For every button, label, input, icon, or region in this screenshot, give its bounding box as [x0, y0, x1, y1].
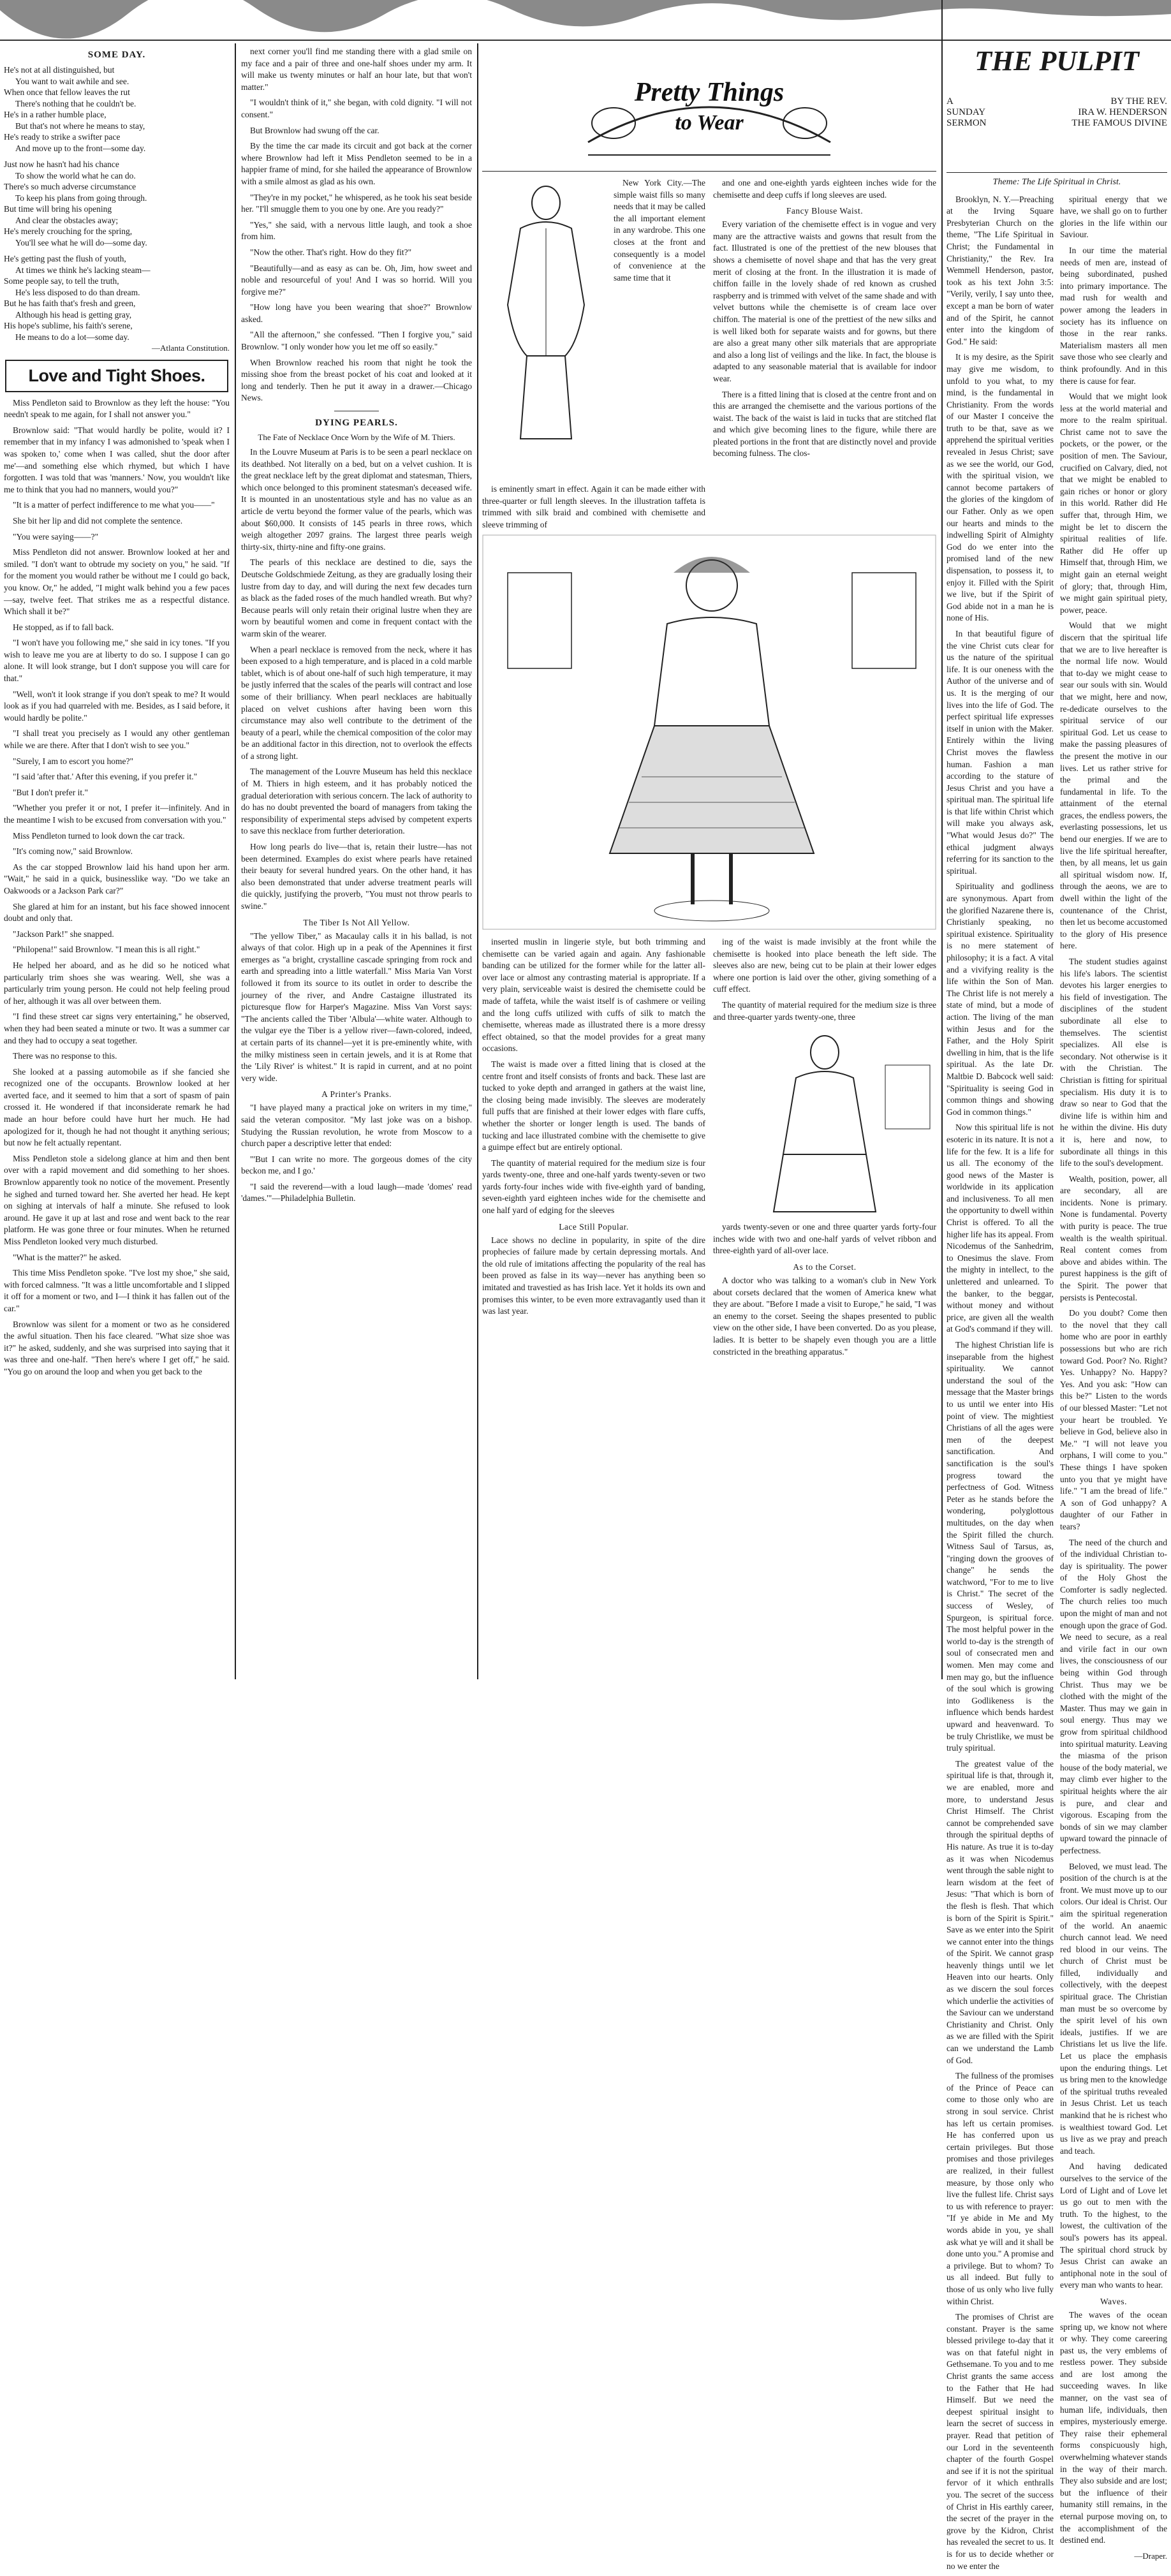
column-3-top	[482, 177, 705, 445]
fashion-intro: New York City.—The simple waist fills so many needs that it may be called the all important element in any wardrobe. This one closes at the front and consequently is a model of convenience at the same time that it	[614, 178, 705, 283]
blouse-paragraph: There is a fitted lining that is closed at the centre front and on this are arranged the chemisette and the various portions of the waist. The back of the waist is laid in tucks that are stitched flat and which give becoming lines to the figure, while there are pleated portions in the front that are distinctly novel and provide becoming fulness. The clos-	[713, 389, 936, 459]
story-paragraph: next corner you'll find me standing there with a glad smile on my face and a pair of three and one-half shoes under my arm. It will make us twenty minutes or half an hour late, but that won't matter."	[241, 47, 472, 92]
sermon-paragraph: In our time the material needs of men are, instead of being subordinated, pushed into primary importance. The mad rush for wealth and power among the leaders in society has its influence on those in the rear ranks. Materialism masters all men save those who see clearly and think profoundly. And in this there is cause for fear.	[1060, 245, 1167, 386]
poem-line: Some people say, to tell the truth,	[4, 276, 119, 286]
pulpit-title: THE PULPIT	[975, 45, 1139, 77]
story-paragraph: Miss Pendleton turned to look down the car track.	[13, 830, 185, 841]
story-paragraph: "I shall treat you precisely as I would any other gentleman while we are there. After that I don't wish to see you."	[4, 728, 230, 751]
sermon-paragraph: Beloved, we must lead. The position of the church is at the front. We must move up to our colors. Our ideal is Christ. Our aim the spiritual regeneration of the world. An anaemic church cannot lead. We need red blood in our veins. The church of Christ must be filled, individually and collectively, with the deepest spiritual grace. The Christian man must be so overcome by the spirit level of his own ideals, justifies. If we are Christians let us live the life. Let us place the emphasis upon the enduring things. Let us bring men to the knowledge of the spiritual truths revealed in Jesus Christ. Let us teach mankind that he is richest who is wealthiest toward God. Let us live as we pray and preach and teach.	[1060, 1861, 1167, 2156]
tiber-title: The Tiber Is Not All Yellow.	[303, 917, 410, 927]
story-paragraph: There was no response to this.	[13, 1051, 117, 1061]
girls-dress-illustration	[482, 534, 936, 930]
sermon-paragraph: Would that we might discern that the spiritual life that we are to live hereafter is the normal life now. Would that to-day we might cease to sear our souls with sin. Would that we might, here and now, re-dedicate ourselves to the spiritual service of our spiritual God. Let us cease to make the passing pleasures of the present the motive in our lives. Let us rather strive for the primal and the fundamental in life. To the attainment of the eternal graces, the endless powers, the everlasting possessions, let us bend our energies. If we are to live the life spiritual hereafter, then, by all means, let us gain all spiritual wisdom now. If, through the aeons, we are to dwell within the light of the countenance of the Christ, then let us become accustomed to the glory of His presence here.	[1060, 621, 1167, 951]
pranks-paragraph: "I have played many a practical joke on writers in my time," said the veteran compositor. "My last joke was on a bishop. Studying the Russian revolution, he wrote from Moscow to a church paper a descriptive letter that ended:	[241, 1103, 472, 1149]
column-1	[4, 46, 230, 1679]
col4-top-paragraph: and one and one-eighth yards eighteen inches wide for the chemisette and deep cuffs if long sleeves are used.	[713, 178, 936, 200]
col4-lower-3: yards twenty-seven or one and three quarter yards forty-four inches wide with two and one-half yards of velvet ribbon and three-eighth yard of all-over lace.	[713, 1222, 936, 1256]
story-paragraph: "All the afternoon," she confessed. "Then I forgive you," said Brownlow. "I only wonder how you let me off so easily."	[241, 330, 472, 352]
waist-paragraph: The quantity of material required for the medium size is four yards twenty-one, three and one-half yards twenty-seven or two yards forty-four inches wide with five-eighth yard of banding, seven-eighth yard eighteen inches wide for the chemisette and one half yard of edging for the sleeves	[482, 1158, 705, 1216]
masthead-ornament	[575, 47, 843, 168]
col4-lower-2: The quantity of material required for the medium size is three and three-quarter yards twenty-one, three	[713, 999, 936, 1022]
lace-article: Lace shows no decline in popularity, in spite of the dire prophecies of failure made by certain depressing mortals. And the old rule of imitations affecting the popularity of the real has been proved as false in its way—never has anything been so imitated and travestied as has Irish lace. Yet it holds its own and promises this winter, to be even more extravagantly used than it was last year.	[482, 1235, 705, 1316]
poem-line: Just now he hasn't had his chance	[4, 159, 119, 169]
sermon-paragraph: In that beautiful figure of the vine Christ cuts clear for us the nature of the spiritual life. It is our oneness with the Author of the universe and of us. It is the merging of our lives into the life of God. The perfect spiritual life expresses itself in union with the Maker. Entirely within the living Christ moves the flawless human. Fashion a man according to the stature of Jesus Christ and you have a spiritual man. The spiritual life is that life within Christ which will make you always ask, "What would Jesus do?" The ethical judgment always referring for its sanction to the spiritual.	[946, 628, 1054, 876]
story-paragraph: Miss Pendleton did not answer. Brownlow looked at her and smiled. "I don't want to obtrude my society on you," he said. "If for the moment you would rather be without me I could go back, you know. Or," he added, "I might walk behind you a few paces—say, twelve feet. That strikes me as a respectful distance. Which shall it be?"	[4, 547, 230, 617]
pearls-paragraph: The management of the Louvre Museum has held this necklace of M. Thiers in high esteem, and it has probably noticed the gradual deterioration with serious concern. The lack of authority to do has no doubt prevented the board of managers from taking the responsibility of experimental steps advised by competent experts to save this necklace from further deterioration.	[241, 767, 472, 836]
poem-line: He's in a rather humble place,	[4, 110, 107, 119]
pearls-paragraph: The pearls of this necklace are destined to die, says the Deutsche Goldschmiede Zeitung, as they are gradually losing their lustre from day to day, and will during the next few decades turn as black as the faded roses of the much handled wreath. But why? Because pearls will only retain their original lustre when they are worn by beautiful women and come in frequent contact with the warm skin of the wearer.	[241, 557, 472, 638]
poem-line: You want to wait awhile and see.	[15, 76, 129, 86]
poem	[4, 64, 230, 342]
poem-line: To keep his plans from going through.	[15, 193, 147, 203]
poem-credit: —Atlanta Constitution.	[151, 343, 230, 353]
story-paragraph: By the time the car made its circuit and got back at the corner where Brownlow had left it Miss Pendleton seemed to be in a happier frame of mind, for she hailed the appearance of Brownlow with a smile almost as glad as his own.	[241, 141, 472, 186]
column-rule	[235, 43, 236, 1679]
story-paragraph: She looked at a passing automobile as if she fancied she recognized one of the occupants. Brownlow looked at her averted face, and it seemed to him that a sort of spasm of pain crossed it. He wondered if that inconsiderate remark he had made an hour before could have hurt her much. He had apologized for it, though he had not thought it anything serious; but now he felt actually repentant.	[4, 1066, 230, 1148]
story-paragraph: "You were saying——?"	[13, 531, 99, 541]
waves-credit: —Draper.	[1134, 2550, 1167, 2561]
sermon-paragraph: And having dedicated ourselves to the service of the Lord of Light and of Love let us go out to men with the truth. To the highest, to the lowest, the cultivation of the soul's powers has its appeal. The spiritual chord struck by Jesus Christ can awake an antiphonal note in the soul of every man who wants to hear.	[1060, 2161, 1167, 2290]
poem-line: He's ready to strike a swifter pace	[4, 132, 121, 142]
sermon-paragraph: The fullness of the promises of the Prince of Peace can come to those only who are strong in soul service. Christ has left us certain promises. He has conferred upon us certain privileges. But those promises and those privileges are realized, in their fullest measure, by those only who live the fullest life. Christ says to us with reference to prayer: "If ye abide in Me and My words abide in you, ye shall ask what ye will and it shall be done unto you." A promise and a privilege. But to whom? To us all indeed. But fully to those of us only who live fully within Christ.	[946, 2071, 1054, 2306]
story-paragraph: "They're in my pocket," he whispered, as he took his seat beside her. "I'll smuggle them to you one by one. Are you ready?"	[241, 192, 472, 214]
story-paragraph: He helped her aboard, and as he did so he noticed what particularly trim shoes she was wearing. Well, she was a particularly trim young person. He could not help feeling proud of her, although it was all over between them.	[4, 960, 230, 1006]
sermon-paragraph: spiritual energy that we have, we shall go on to further glories in the life within our Saviour.	[1060, 194, 1167, 240]
story-paragraph: "I wouldn't think of it," she began, with cold dignity. "I will not consent."	[241, 98, 472, 119]
mast-left-line: A	[946, 96, 954, 107]
sermon-paragraph: The need of the church and of the individual Christian to-day is spirituality. The power of the Holy Ghost the Comforter is sadly neglected. The church relies too much upon the might of man and not enough upon the grace of God. We need to secure, as a real and virile fact in our own lives, the consciousness of our being within God through Christ. Thus may we be clothed with the might of the Master. Thus may we gain in soul energy. Thus may we grow from spiritual childhood into spiritual maturity. Leaving the miasma of the prison house of the body material, we may climb ever higher to the spiritual heights where the air is pure, and clear and vigorous. Escaping from the bonds of sin we may clamber upward toward the pinnacle of perfectness.	[1060, 1537, 1167, 1855]
mast-left	[946, 96, 987, 129]
mast-left-line: SERMON	[946, 118, 987, 128]
waist-paragraph: The waist is made over a fitted lining that is closed at the centre front and itself consists of fronts and back. These last are tucked to yoke depth and arranged in gathers at the waist line, the closing being made invisibly. The sleeves are moderately full puffs that are finished at their lower edges with flare cuffs, whether the shorter or longer length is used. The bands of tucking and lace illustrated combine with the chemisette to give a guimpe effect but are entirely optional.	[482, 1059, 705, 1152]
story-paragraph: "I find these street car signs very entertaining," he observed, when they had been seated a minute or two. It was a summer car and they had to occupy a seat together.	[4, 1012, 230, 1045]
tiber-article	[241, 931, 472, 1085]
sermon-column-b	[1060, 194, 1167, 2576]
poem-line: He means to do a lot—some day.	[15, 332, 129, 342]
story-paragraph: "How long have you been wearing that shoe?" Brownlow asked.	[241, 302, 472, 324]
story-paragraph: "Now the other. That's right. How do they fit?"	[250, 247, 412, 257]
story-paragraph: As the car stopped Brownlow laid his hand upon her arm. "Wait," he said in a quick, businesslike way. "Do we take an Oakwoods or a Jackson Park car?"	[4, 862, 230, 895]
poem-line: He's not at all distinguished, but	[4, 65, 115, 75]
story-paragraph: "It's coming now," said Brownlow.	[13, 846, 133, 857]
sermon-paragraph: Now this spiritual life is not esoteric in its nature. It is not a life for the few. It is a life for us all. The economy of the good news of the Master is worldwide in its application and inclusiveness. To all men the opportunity to dwell within Christ is offered. To all the higher life has its appeal. From Nicodemus of the Sanhedrim, to Onesimus the slave. From the mighty in intellect, to the unlettered and unlearned. To the banker, to the beggar, without money and without price, are given all the wealth at God's command if they will.	[946, 1122, 1054, 1334]
story-paragraph: "It is a matter of perfect indifference to me what you——"	[13, 500, 215, 510]
story-paragraph: "I said 'after that.' After this evening, if you prefer it."	[13, 772, 198, 782]
column-4-lower	[713, 936, 936, 1362]
poem-line: At times we think he's lacking steam—	[15, 265, 151, 275]
col4-lower-1: ing of the waist is made invisibly at the front while the chemisette is hooked into place beneath the left side. The sleeves also are new, being cut to be plain at their lower edges where one portion is laid over the other, giving something of a cuff effect.	[713, 937, 936, 994]
poem-line: But time will bring his opening	[4, 204, 112, 214]
masthead-line-1: Pretty Things	[634, 78, 784, 107]
fashion-section	[482, 43, 936, 1679]
pearls-paragraph: In the Louvre Museum at Paris is to be seen a pearl necklace on its deathbed. Not literally on a bed, but on a velvet cushion. It is the great necklace left by the great diplomat and statesman, Thiers, which once belonged to this prominent statesman's deceased wife. It is mounted in an unostentatious style and has no value as an article de vertu beyond the former value of the pearls, which was about $60,000. It consists of 145 pearls in three rows, which weigh altogether 2097 grains. The largest three pearls weigh thirty-six, thirty-nine and fifty-one grains.	[241, 447, 472, 552]
story-paragraph: She bit her lip and did not complete the sentence.	[13, 515, 183, 526]
column-rule	[941, 0, 943, 1679]
story-paragraph: He stopped, as if to fall back.	[13, 622, 114, 632]
pulpit-masthead	[946, 45, 1167, 173]
mast-right-line: IRA W. HENDERSON	[1078, 107, 1167, 117]
poem-line: To show the world what he can do.	[15, 170, 136, 180]
story-paragraph: "But I don't prefer it."	[13, 787, 89, 797]
column-3-lower	[482, 936, 705, 1321]
sermon-paragraph: Wealth, position, power, all are secondary, all are incidents. None is primary. None is fundamental. Poverty with purity is peace. The true wealth is the wealth spiritual. Real content comes from above and abides within. The purest happiness is the gift of the Spirit. The power that persists is Pentecostal.	[1060, 1174, 1167, 1302]
blouse-title: Fancy Blouse Waist.	[786, 206, 864, 216]
poem-line: He's merely crouching for the spring,	[4, 226, 133, 236]
story-paragraph: But Brownlow had swung off the car.	[250, 125, 379, 135]
pearls-paragraph: When a pearl necklace is removed from the neck, where it has been exposed to a high temperature, and is placed in a cold marble tablet, which is of about one-half of such high temperature, it may be justly inferred that the scales of the pearls will contract and lose some of their brilliancy. When pearl necklaces are habitually placed on velvet cushions after having been worn this circumstance may also well contribute to the detriment of the beauty of a pearl, while the chemical composition of the color may be an additional factor in this direction, not to overlook the effects of a strong light.	[241, 644, 472, 761]
waves-title: Waves.	[1100, 2296, 1128, 2306]
story-paragraph: This time Miss Pendleton spoke. "I've lost my shoe," she said, with forced calmness. "It was a little uncomfortable and I slipped it off for a moment or two, and I—I think it has fallen out of the car."	[4, 1268, 230, 1313]
sermon-paragraph: The promises of Christ are constant. Prayer is the same blessed privilege to-day that it was on that fateful night in Gethsemane. To you and to me Christ grants the same access to the Father that He had Himself. But we need the deepest spiritual insight to learn the secret of success in prayer. Read that petition of our Lord in the seventeenth chapter of the fourth Gospel and see if it is not the spiritual fervor of it which enthralls you. The secret of the success of Christ in His earthly career, the secret of the prayer in the grove by the Kidron, Christ has revealed the secret to us. It is for us to decide whether or no we enter the	[946, 2312, 1054, 2571]
pulpit-section	[946, 0, 1167, 2571]
pearls-article	[241, 446, 472, 913]
pranks-paragraph: "I said the reverend—with a loud laugh—made 'domes' read 'dames.'"—Philadelphia Bulletin.	[241, 1181, 472, 1203]
story-paragraph: "Jackson Park!" she snapped.	[13, 929, 114, 939]
poem-line: He's less disposed to do than dream.	[15, 287, 140, 297]
column-2	[241, 46, 472, 1679]
poem-line: You'll see what he will do—some day.	[15, 237, 147, 247]
poem-line: But that's not where he means to stay,	[15, 121, 145, 131]
poem-line: When once that fellow leaves the rut	[4, 87, 130, 97]
sermon-paragraph: Spirituality and godliness are synonymous. Apart from the glorified Nazarene there is, Christianly speaking, no spiritual existence. Spirituality is no mere statement of philosophy; it is a fact. A vital and a vivifying reality is the life within the Son of Man. The Christ life is not merely a state of mind, but a mode of action. The living of the man within Jesus and for the Father, and the Holy Spirit dwelling in him, that is the life spiritual. As the late Dr. Maltbie D. Babcock well said: "Spirituality is seeing God in common things and showing God in common things."	[946, 881, 1054, 1117]
sermon-theme: Theme: The Life Spiritual in Christ.	[992, 177, 1121, 187]
poem-line: And clear the obstacles away;	[15, 215, 119, 225]
story-paragraph: Brownlow said: "That would hardly be polite, would it? I remember that in my infancy I was admonished to 'speak when I was spoken to,' come when I was called, shut the door after me'—and something else which rhymed, but which I have forgotten. I was told that was 'manners.' Now, you wouldn't like me to think that you had no manners, would you?"	[4, 425, 230, 494]
story-paragraph: "Surely, I am to escort you home?"	[13, 756, 133, 766]
blouse-illustration	[713, 1027, 936, 1218]
tiber-paragraph: "The yellow Tiber," as Macaulay calls it in his ballad, is not always of that color. High up in a peak of the Apennines it first emerges as "a bright, crystalline cascade springing from rock and earth and spreading into a little waterfall." Miss Maria Van Vorst followed it from its source to its outlet in order to describe the journey of the river, and Andre Castaigne illustrated its picturesque flow for Harper's Magazine. Miss Van Vorst says: "The ancients called the Tiber 'Albula'—white water. Although to the vulgar eye the Tiber is a yellow river—fawn-colored, indeed, at certain parts of its channel—yet it is pre-eminently white, with the milky mistiness seen in certain jewels, and it is at Rome that the 'Lily River' is whitest." It is rapid in current, and at no point very wide.	[241, 931, 472, 1083]
lace-title: Lace Still Popular.	[559, 1221, 629, 1232]
story-paragraph: Miss Pendleton said to Brownlow as they left the house: "You needn't speak to me again, for I shall not answer you."	[4, 397, 230, 420]
pearls-subtitle: The Fate of Necklace Once Worn by the Wife of M. Thiers.	[258, 432, 455, 443]
story-paragraph: "Beautifully—and as easy as can be. Oh, Jim, how sweet and noble and resourceful of you! And I was so horrid. Will you forgive me?"	[241, 263, 472, 297]
poem-line: But he has faith that's fresh and green,	[4, 298, 136, 308]
pranks-article	[241, 1102, 472, 1205]
pearls-title: DYING PEARLS.	[315, 418, 398, 429]
mast-right-line: THE FAMOUS DIVINE	[1072, 118, 1167, 128]
pearls-paragraph: How long pearls do live—that is, retain their lustre—has not been determined. Examples do exist where pearls have retained their beauty for several hundred years. On the other hand, it has also been demonstrated that under adverse treatment pearls will die quickly, justifying the proverb, "You must not throw pearls to swine."	[241, 842, 472, 911]
story-paragraph: "I won't have you following me," she said in icy tones. "If you wish to leave me you are at liberty to do so. I suppose I can go alone. It will look strange, but I don't suppose you will care for that."	[4, 638, 230, 684]
waves-paragraph: The waves of the ocean spring up, we know not where or why. They come careering past us, the very emblems of restless power. They subside and are lost among the succeeding waves. In like manner, on the vast sea of human life, individuals, then empires, mysteriously emerge. They raise their ephemeral forms conspicuously high, overwhelming whatever stands in the way of their march. They also subside and are lost; but the influence of their humanity still remains, in the eternal purpose moving on, to the accomplishment of the destined end.	[1060, 2309, 1167, 2545]
sermon-paragraph: The highest Christian life is inseparable from the highest spirituality. We cannot understand the soul of the message that the Master brings to us until we enter into His point of view. The mightiest Christians of all the ages were men of the deepest sanctification. And sanctification is the soul's progress toward the perfectness of God. Witness Peter as he stands before the wondering, polyglottous multitudes, on the day when the Spirit filled the church. Witness Saul of Tarsus, as, "ringing down the grooves of change" he sends the watchword, "For to me to live is Christ." The secret of the success of Wesley, of Spurgeon, is spiritual force. The most helpful power in the world to-day is the strength of soul of consecrated men and women. Men may come and men may go, but the influence of the soul which is growing into Godlikeness is the influence which bends hardest upward and heavenward. To be truly Christlike, we must be truly spiritual.	[946, 1340, 1054, 1753]
mast-left-line: SUNDAY	[946, 107, 986, 117]
mast-right	[1072, 96, 1167, 129]
story-paragraph: Brownlow was silent for a moment or two as he considered the awful situation. Then his face cleared. "What size shoe was it?" he asked, suddenly, and she was surprised into saying that it was three and one-half. "Then here's where I get off," he said. "You go on around the loop and when you get back to the	[4, 1319, 230, 1376]
sermon-paragraph: The greatest value of the spiritual life is that, through it, we are enabled, more and more, to understand Jesus Christ Himself. The Christ cannot be comprehended save through the spiritual depths of His nature. As true it is to-day as it was when Nicodemus went through the sable night to learn wisdom at the feet of Jesus: "That which is born of the flesh is flesh. That which is born of the Spirit is Spirit." Save as we enter into the Spirit we cannot enter into the things of the Spirit. We cannot grasp heavenly things until we let Heaven into our hearts. Only as we discern the soul forces which underlie the activities of the Saviour can we understand Christianity and Christ. Only as we are filled with the Spirit can we understand the Lamb of God.	[946, 1758, 1054, 2065]
poem-line: His hope's sublime, his faith's serene,	[4, 321, 133, 330]
corset-title: As to the Corset.	[793, 1262, 857, 1272]
story-paragraph: "Yes," she said, with a nervous little laugh, and took a shoe from him.	[241, 219, 472, 242]
pretty-things-masthead	[482, 43, 936, 172]
fashion-intro-cont: is eminently smart in effect. Again it can be made either with three-quarter or full length sleeves. In the illustration taffeta is trimmed with silk braid and combined with chemisette and sleeve trimming of	[482, 484, 705, 529]
masthead-line-2: to Wear	[675, 111, 744, 135]
story-paragraph: "What is the matter?" he asked.	[13, 1252, 121, 1262]
story-paragraph: She glared at him for an instant, but his face showed innocent doubt and only that.	[4, 901, 230, 924]
story-body	[4, 397, 230, 1378]
poem-title: SOME DAY.	[87, 50, 146, 60]
waist-illustration	[482, 177, 610, 445]
story-paragraph: When Brownlow reached his room that night he took the missing shoe from the breast pocket of his coat and looked at it long and tenderly. Then he put it away in a drawer.—Chicago News.	[241, 357, 472, 403]
story-paragraph: Miss Pendleton stole a sidelong glance at him and then bent over with a rapid movement and did something to her shoes. Brownlow apparently took no notice of the movement. Presently he sighed and turned toward her. She averted her head. He kept on sighing at intervals of half a minute. She refused to look around. He gave it up at last and rose and went back to the rear platform. He was gone three or four minutes. When he returned Miss Pendleton looked very much disturbed.	[4, 1153, 230, 1246]
column-4-top	[713, 177, 936, 464]
poem-line: He's getting past the flush of youth,	[4, 254, 126, 263]
poem-line: And move up to the front—some day.	[15, 143, 146, 153]
story-continuation	[241, 46, 472, 404]
poem-line: There's nothing that he couldn't be.	[15, 98, 136, 108]
story-paragraph: "Philopena!" said Brownlow. "I mean this is all right."	[13, 945, 200, 955]
sermon-column-a	[946, 194, 1054, 2576]
corset-article: A doctor who was talking to a woman's club in New York about corsets declared that the women of America knew what they are about. "Before I made a visit to Europe," he said, "I was an enemy to the corset. Seeing the shapes presented to public view on the other side, I have been converted. Do as you please, ladies. It is better to be shapely even though you are a little constricted in the breathing apparatus."	[713, 1275, 936, 1357]
sermon-paragraph: Do you doubt? Come then to the novel that they call home who are poor in earthly possessions but who are rich toward God. Poor? No. Right? Yes. Unhappy? No. Happy? Yes. And you ask: "How can this be?" Listen to the words of our blessed Master: "Let not your heart be troubled. Ye believe in God, believe also in Me." "I will not leave you orphans, I will come to you." These things I have spoken unto you that ye might have life." "I am the bread of life." A son of God unhappy? A daughter of our Father in tears?	[1060, 1308, 1167, 1531]
sermon-paragraph: It is my desire, as the Spirit may give me wisdom, to unfold to you what, to my mind, is the fundamental in Christianity. From the words of our Master I conceive the truth to be that, save as we apprehend the spiritual verities revealed in Jesus Christ; save as we see the world, our God, with the spiritual vision, we cannot become partakers of the glories of the kingdom of our Father. Only as we open our hearts and minds to the indwelling Spirit of Almighty God do we enter into the promised land of the new dispensation, to possess it, to enjoy it. Filled with the Spirit we live, but if the Spirit of God abide not in a man he is none of His.	[946, 352, 1054, 623]
story-title: Love and Tight Shoes.	[5, 360, 228, 392]
story-paragraph: "Well, won't it look strange if you don't speak to me? It would look as if you had quarreled with me. Besides, as I said before, it would hardly be polite."	[4, 689, 230, 723]
blouse-article	[713, 219, 936, 460]
waist-paragraph: inserted muslin in lingerie style, but both trimming and chemisette can be varied again and again. Any fashionable banding can be utilized for the former while for the latter all-over lace or almost any contrasting material is appropriate. If a very plain, serviceable waist is desired the chemisette could be made of taffeta, while the waist itself is of cashmere or veiling and the long cuffs utilized with cuffs of silk to match the chemisette, whereas made as illustrated there is a more dressy effect obtained, so that the model provides for a great many occasions.	[482, 937, 705, 1054]
sermon-paragraph: The student studies against his life's labors. The scientist devotes his larger energies to his field of investigation. The disciplines of the student subordinate all else to themselves. The scientist specializes. All else is secondary. Not otherwise is it with the Christian. The Christian is fitting for spiritual specialism. His duty it is to draw so near to God that the divine life is within him and he within the divine. His duty it is, here and now, to subordinate all things in this life to the soul's development.	[1060, 957, 1167, 1168]
pranks-title: A Printer's Pranks.	[321, 1089, 392, 1100]
sermon-paragraph: Brooklyn, N. Y.—Preaching at the Irving Square Presbyterian Church on the theme, "The Life Spiritual in Christ; the Fundamental in Christianity," the Rev. Ira Wemmell Henderson, pastor, took as his text John 3:5: "Verily, verily, I say unto thee, except a man be born of water and of the Spirit, he cannot enter into the kingdom of God." He said:	[946, 194, 1054, 346]
blouse-paragraph: Every variation of the chemisette effect is in vogue and very many are the attractive waists and gowns that result from the fact. Illustrated is one of the prettiest of the new blouses that shows a chemisette of novel shape and that has the very great merit of closing at the front. In the illustration it is made of chiffon faille in the lovely shade of red known as crushed raspberry and is trimmed with velvet of the same shade and with velvet buttons while the chemisette is of cream lace over chiffon. The material is one of the prettiest of the new silks and is well liked both for separate waists and for gowns, but there are also a great many other silk materials that are appropriate and also a long list of veilings and the like. In fact, the blouse is adapted to any seasonable material that is available for indoor wear.	[713, 219, 936, 383]
sermon-paragraph: Would that we might look less at the world material and more to the realm spiritual. Christ came not to save the pockets, or the power, or the position of men. The Saviour, crucified on Calvary, died, not that we might be enabled to gain riches or honor or glory in this world. Rather did He suffer that, through Him, we might be let to discern the spiritual realities of life. Rather did He offer up Himself that, through Him, we might gain an eternal weight of glory; that, through Him, we might gain spiritual piety, power, peace.	[1060, 392, 1167, 615]
story-paragraph: "Whether you prefer it or not, I prefer it—infinitely. And in the meantime I wish to be excused from conversation with you."	[4, 803, 230, 825]
column-rule	[477, 43, 478, 1679]
mast-right-line: BY THE REV.	[1110, 96, 1167, 107]
pranks-paragraph: "'But I can write no more. The gorgeous domes of the city beckon me, and I go.'	[241, 1154, 472, 1176]
poem-line: There's so much adverse circumstance	[4, 182, 136, 191]
poem-line: Although his head is getting gray,	[15, 309, 132, 320]
